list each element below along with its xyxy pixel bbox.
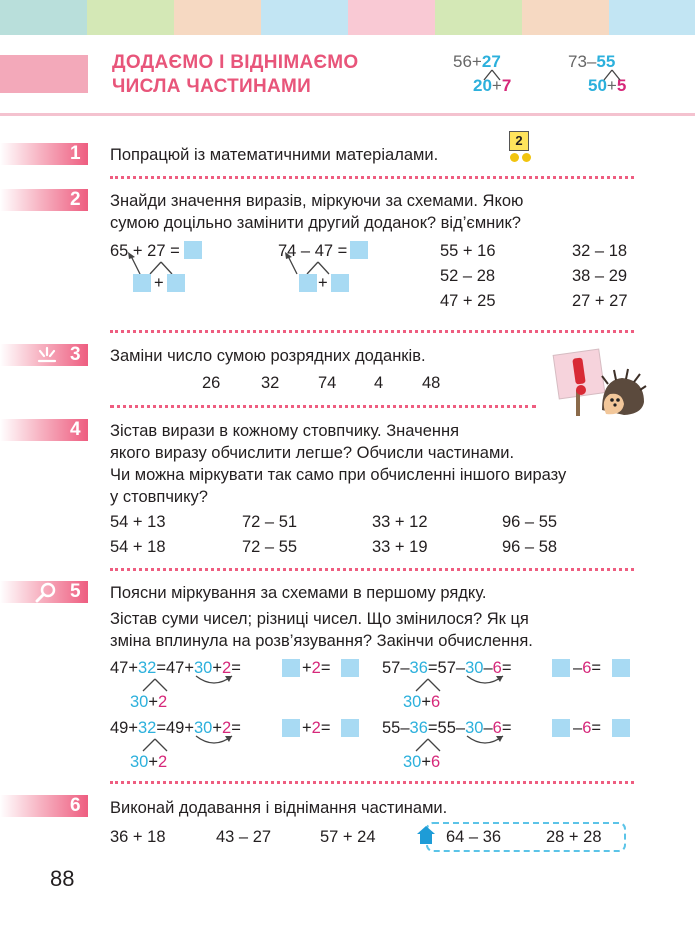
dice-dot-1: [510, 153, 519, 162]
title-line-2: ЧИСЛА ЧАСТИНАМИ: [112, 76, 312, 97]
task-6-text: Виконай додавання і віднімання частинами.: [110, 799, 448, 817]
task-3-text: Заміни число сумою розрядних доданків.: [110, 347, 426, 365]
header-example-add: 56+27: [453, 52, 501, 71]
task-4-line-4: у стовпчику?: [110, 488, 208, 506]
hedgehog-sign-illustration: [552, 340, 647, 420]
answer-box[interactable]: [167, 274, 185, 292]
header-example-add-parts: 20+7: [473, 76, 512, 95]
answer-box[interactable]: [350, 241, 368, 259]
divider: [110, 781, 634, 784]
scheme-row-1-right-parts: 30+6: [403, 693, 441, 711]
house-icon: [416, 825, 436, 845]
divider: [110, 568, 634, 571]
expression: 38 – 29: [572, 267, 628, 285]
task-2-line-1: Знайди значення виразів, міркуючи за схемами. Якою: [110, 192, 524, 210]
expression: 55 + 16: [440, 242, 496, 260]
title-line-1: ДОДАЄМО І ВІДНІМАЄМО: [112, 52, 359, 73]
expression: 72 – 55: [242, 538, 298, 556]
scheme-2-expression: 74 – 47 =: [278, 242, 348, 260]
answer-box[interactable]: [331, 274, 349, 292]
expression: 52 – 28: [440, 267, 496, 285]
number: 74: [318, 374, 337, 392]
divider: [110, 330, 634, 333]
task-1-text: Попрацюй із математичними матеріалами.: [110, 146, 439, 164]
expression: 33 + 12: [372, 513, 428, 531]
header-example-sub: 73–55: [568, 52, 616, 71]
task-2-line-2: сумою доцільно замінити другий доданок? від’ємник?: [110, 214, 521, 232]
scheme-row-2-left: 49+32=49+30+2=: [110, 719, 241, 737]
task-5-line-2: Зістав суми чисел; різниці чисел. Що змінилося? Як ця: [110, 610, 529, 628]
dice-dot-2: [522, 153, 531, 162]
header-example-sub-parts: 50+5: [588, 76, 627, 95]
expression: 54 + 18: [110, 538, 166, 556]
answer-box[interactable]: [341, 659, 359, 677]
number: 48: [422, 374, 441, 392]
scheme-row-1-right: 57–36=57–30–6=: [382, 659, 512, 677]
scheme-row-2-right-tail: –6=: [573, 719, 602, 737]
answer-box[interactable]: [133, 274, 151, 292]
answer-box[interactable]: [299, 274, 317, 292]
task-5-number: 5: [70, 581, 81, 602]
expression: 43 – 27: [216, 828, 272, 846]
scheme-row-1-right-tail: –6=: [573, 659, 602, 677]
task-2-number: 2: [70, 189, 81, 210]
magnifier-icon: [34, 581, 58, 603]
expression: 47 + 25: [440, 292, 496, 310]
number: 4: [374, 374, 384, 392]
task-5-line-1: Поясни міркування за схемами в першому рядку.: [110, 584, 487, 602]
dice-badge: 2: [509, 131, 529, 151]
task-6-number: 6: [70, 795, 81, 816]
scheme-row-1-left-parts: 30+2: [130, 693, 168, 711]
plus-sign: +: [318, 274, 328, 292]
expression: 72 – 51: [242, 513, 298, 531]
number: 32: [261, 374, 280, 392]
expression: 57 + 24: [320, 828, 376, 846]
scheme-row-2-left-tail: +2=: [302, 719, 331, 737]
scheme-row-1-left-tail: +2=: [302, 659, 331, 677]
plus-sign: +: [154, 274, 164, 292]
expression: 96 – 58: [502, 538, 558, 556]
task-4-line-3: Чи можна міркувати так само при обчисленні іншого виразу: [110, 466, 567, 484]
scheme-row-2-right-parts: 30+6: [403, 753, 441, 771]
scheme-row-1-left: 47+32=47+30+2=: [110, 659, 241, 677]
answer-box[interactable]: [341, 719, 359, 737]
answer-box[interactable]: [612, 719, 630, 737]
scheme-row-2-left-parts: 30+2: [130, 753, 168, 771]
task-3-number: 3: [70, 344, 81, 365]
task-4-line-1: Зістав вирази в кожному стовпчику. Значення: [110, 422, 460, 440]
expression: 96 – 55: [502, 513, 558, 531]
task-1-number: 1: [70, 143, 81, 164]
answer-box[interactable]: [282, 659, 300, 677]
task-4-number: 4: [70, 419, 81, 440]
expression: 27 + 27: [572, 292, 628, 310]
divider: [110, 405, 536, 408]
answer-box[interactable]: [282, 719, 300, 737]
answer-box[interactable]: [612, 659, 630, 677]
answer-box[interactable]: [552, 659, 570, 677]
expression: 36 + 18: [110, 828, 166, 846]
task-4-line-2: якого виразу обчислити легше? Обчисли частинами.: [110, 444, 515, 462]
scheme-1-expression: 65 + 27 =: [110, 242, 180, 260]
answer-box[interactable]: [552, 719, 570, 737]
expression: 64 – 36: [442, 826, 505, 848]
expression: 32 – 18: [572, 242, 628, 260]
scheme-row-2-right: 55–36=55–30–6=: [382, 719, 512, 737]
answer-box[interactable]: [184, 241, 202, 259]
expression: 33 + 19: [372, 538, 428, 556]
sparkle-icon: [36, 345, 58, 365]
page-number: 88: [50, 866, 75, 891]
expression: 28 + 28: [542, 826, 606, 848]
task-5-line-3: зміна вплинула на розв’язування? Закінчи обчислення.: [110, 632, 533, 650]
divider: [110, 176, 634, 179]
expression: 54 + 13: [110, 513, 166, 531]
number: 26: [202, 374, 221, 392]
